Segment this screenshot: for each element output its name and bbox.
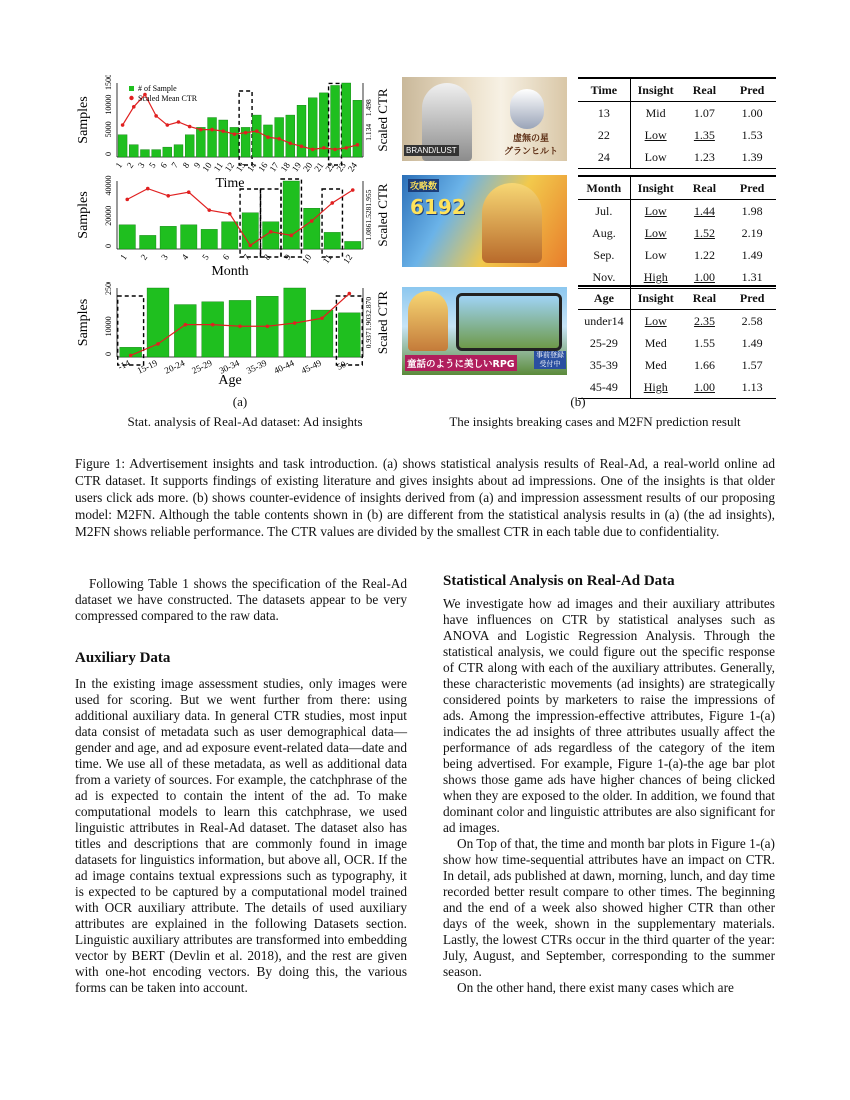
ctr-point	[121, 123, 125, 127]
table-time-cell: 13	[578, 102, 630, 125]
chart-age	[75, 282, 395, 387]
table-month-cell: Nov.	[578, 266, 630, 289]
ctr-point	[233, 132, 237, 136]
table-time-row	[578, 146, 776, 169]
auxiliary-data-heading: Auxiliary Data	[75, 650, 171, 666]
y-axis-label: Samples	[76, 298, 91, 347]
x-tick-label: 5	[200, 252, 211, 262]
bar	[140, 150, 149, 157]
ctr-point	[177, 120, 181, 124]
y2-tick-label: 0.937	[364, 331, 373, 349]
y2-tick-label: 2.870	[364, 296, 373, 314]
ctr-point	[333, 148, 337, 152]
y-tick-label: 20000	[104, 205, 113, 226]
y-tick-label: 0	[104, 244, 113, 248]
y-tick-label: 10000	[104, 316, 113, 337]
ad3-phone	[456, 293, 562, 351]
legend-label-bar: # of Sample	[138, 84, 177, 93]
x-tick-label: 15-19	[135, 357, 159, 376]
ctr-point	[277, 137, 281, 141]
table-age-cell: Low	[644, 313, 667, 328]
table-month	[578, 175, 776, 289]
legend-swatch-bar	[129, 86, 134, 91]
table-age-cell: 45-49	[578, 376, 630, 399]
ctr-point	[184, 323, 188, 327]
ctr-point	[238, 324, 242, 328]
table-month-cell: 1.00	[693, 269, 715, 284]
table-time	[578, 77, 776, 169]
x-tick-label: 8	[261, 252, 273, 262]
chart-time-svg	[75, 75, 395, 190]
ad3-character	[408, 291, 448, 351]
table-month-cell: 1.31	[741, 269, 763, 284]
x-tick-label: 22	[323, 160, 337, 174]
bar	[119, 225, 135, 249]
ad1-corner-text: BRAND/LUST	[406, 146, 457, 155]
legend-swatch-line	[129, 96, 133, 100]
chart-month	[75, 175, 395, 280]
ctr-point	[356, 143, 360, 147]
table-age-cell: 1.66	[693, 357, 715, 372]
x-axis-label: Age	[218, 373, 242, 387]
x-tick-label: 11	[211, 160, 225, 174]
panel-b-label: (b)	[570, 394, 586, 409]
bar	[222, 222, 238, 249]
ctr-point	[221, 129, 225, 133]
y2-axis-label: Scaled CTR	[375, 290, 390, 355]
bar	[160, 226, 176, 249]
ctr-point	[125, 198, 129, 202]
table-month-cell: Sep.	[578, 244, 630, 266]
x-tick-label: 23	[334, 160, 348, 174]
ctr-point	[269, 230, 273, 234]
ctr-point	[187, 190, 191, 194]
y-tick-label: 10000	[104, 94, 113, 115]
table-month-cell: High	[643, 269, 668, 284]
table-time-row	[578, 102, 776, 125]
x-axis-label: Time	[215, 176, 245, 190]
bar	[118, 135, 127, 157]
ctr-point	[154, 114, 158, 118]
legend-label-line: Scaled Mean CTR	[138, 94, 198, 103]
x-tick-label: 6	[220, 252, 232, 262]
ad2-number-text: 6192	[410, 195, 466, 219]
x-tick-label: 14	[245, 160, 259, 174]
ad2-character	[482, 183, 542, 263]
ctr-point	[228, 212, 232, 216]
chart-age-svg	[75, 282, 395, 387]
x-tick-label: 3	[135, 160, 147, 170]
table-age-header-2: Real	[692, 290, 717, 305]
ad3-catchphrase: 童話のように美しいRPG	[405, 355, 517, 371]
stat-paragraph-2: On Top of that, the time and month bar plots in Figure 1-(a) show how time-sequential attributes have an impact on CTR. In detail, ads published at dawn, morning, lunch, and day time recorded better result compare to other times. The beginning and the end of a week also showed higher CTR than other days of the week, shown in the supplementary materials. Lastly, the lowest CTRs occur in the third quarter of the year: July, August, and September, corresponding to the summer season.	[443, 836, 775, 979]
table-month-row	[578, 222, 776, 244]
bar	[140, 235, 156, 249]
table-time-cell: 24	[578, 146, 630, 169]
bar	[252, 115, 261, 157]
chart-time	[75, 75, 395, 190]
ctr-point	[132, 105, 136, 109]
x-tick-label: 20-24	[162, 357, 187, 376]
x-tick-label: 10	[300, 252, 314, 266]
table-month-header-3: Pred	[739, 180, 765, 195]
x-tick-label: 2	[124, 160, 136, 170]
x-tick-label: 30-34	[217, 357, 241, 376]
ctr-point	[351, 188, 355, 192]
x-tick-label: 4	[179, 252, 191, 262]
panel-a-caption: Stat. analysis of Real-Ad dataset: Ad insights	[127, 414, 363, 429]
table-month-row	[578, 200, 776, 223]
bar	[230, 127, 239, 157]
x-tick-label: 9	[191, 160, 203, 170]
ctr-point	[166, 194, 170, 198]
bar	[263, 125, 272, 157]
ctr-point	[207, 208, 211, 212]
ctr-point	[248, 244, 252, 248]
x-tick-label: 20	[300, 160, 315, 174]
table-age-cell: 2.58	[741, 313, 763, 328]
y-tick-label: 25000	[104, 282, 113, 295]
x-tick-label: 16	[256, 160, 270, 174]
ctr-point	[311, 148, 315, 152]
y-tick-label: 0	[104, 152, 113, 156]
table-month-cell: 2.19	[741, 225, 763, 240]
bar	[342, 83, 351, 157]
table-month-cell: Jul.	[578, 200, 630, 223]
ctr-point	[156, 342, 160, 346]
ctr-point	[289, 142, 293, 146]
x-tick-label: -14	[116, 357, 132, 372]
left-column	[75, 576, 407, 996]
y-axis-label: Samples	[76, 96, 91, 144]
ctr-point	[166, 123, 170, 127]
x-tick-label: 12	[341, 252, 355, 266]
table-time-cell: 1.00	[741, 105, 763, 120]
x-tick-label: 50-	[335, 357, 351, 372]
ad-image-1	[402, 77, 567, 161]
table-age-cell: 1.13	[741, 379, 763, 394]
x-tick-label: 25-29	[190, 357, 214, 376]
table-age-cell: 25-29	[578, 332, 630, 354]
table-age-header-1: Insight	[637, 290, 674, 305]
ctr-point	[330, 201, 334, 205]
y2-axis-label: Scaled CTR	[375, 183, 390, 247]
ctr-point	[266, 135, 270, 139]
right-column	[443, 573, 775, 996]
y2-tick-label: 1.903	[364, 314, 373, 331]
table-month-cell: Low	[644, 225, 667, 240]
bar	[338, 313, 360, 357]
bar	[152, 150, 161, 157]
x-tick-label: 10	[200, 160, 214, 174]
x-tick-label: 45-49	[299, 357, 323, 376]
bar	[196, 127, 205, 157]
x-tick-label: 19	[289, 160, 304, 174]
auxiliary-data-paragraph: In the existing image assessment studies, only images were used for scoring. But we went further from there: using additional auxiliary data. In general CTR studies, most input data consist of metadata such as user demographical data—gender and age, and ad exposure event-related data—date and time. We use all of these metadata, as well as additional data from a variety of sources. For example, the catchphrase of the ad is expected to contain the intent of the ad. To make computational models to learn this catchphrase, we used linguistic attributes in Real-Ad dataset. The dataset also has titles and descriptions that are commonly found in image datasets for linguistics information, but above all, OCR. If the ad image contains textual expressions such as typography, it is expected to be captured by a computational model trained with OCR auxiliary attribute. The details of used auxiliary attributes are explained in the following Datasets section. Linguistic auxiliary attributes are transformed into embedding vector by BERT (Devlin et al. 2018), and the rest are given with one-hot encoding vectors. By doing this, the various forms can be taken into account.	[75, 676, 407, 995]
table-month-cell: Aug.	[578, 222, 630, 244]
table-age-row	[578, 376, 776, 399]
table-age	[578, 285, 776, 399]
y-tick-label: 5000	[104, 121, 113, 138]
ctr-point	[344, 146, 348, 150]
table-time-row	[578, 124, 776, 146]
ctr-point	[266, 324, 270, 328]
y-tick-label: 40000	[104, 175, 113, 196]
table-time-cell: 1.39	[741, 149, 763, 164]
table-month-cell: 1.22	[693, 247, 715, 262]
bar	[283, 181, 299, 249]
table-month-header-0: Month	[578, 176, 630, 200]
ctr-point	[320, 316, 324, 320]
table-time-cell: Low	[644, 149, 667, 164]
table-age-cell: High	[643, 379, 668, 394]
ctr-point	[300, 145, 304, 149]
ctr-point	[146, 187, 150, 191]
x-tick-label: 8	[180, 160, 192, 170]
bar	[297, 105, 306, 157]
ad-image-3	[402, 287, 567, 375]
ctr-point	[199, 128, 203, 132]
table-age-row	[578, 332, 776, 354]
x-tick-label: 21	[312, 160, 326, 174]
stat-paragraph-3: On the other hand, there exist many cases which are	[457, 980, 734, 995]
x-tick-label: 17	[267, 160, 281, 174]
table-time-header-2: Real	[692, 82, 717, 97]
bar	[219, 120, 228, 157]
table-age-cell: 1.55	[693, 335, 715, 350]
x-tick-label: 9	[282, 252, 293, 262]
ctr-point	[188, 125, 192, 129]
y2-tick-label: 1.134	[364, 123, 373, 141]
y2-tick-label: 1.955	[364, 189, 373, 207]
y2-tick-label: 1.528	[364, 206, 373, 224]
panel-b-caption: The insights breaking cases and M2FN prediction result	[449, 414, 741, 429]
table-age-cell: 1.57	[741, 357, 763, 372]
table-month-cell: Low	[644, 247, 667, 262]
bar	[324, 232, 340, 249]
ctr-point	[211, 323, 215, 327]
y-axis-label: Samples	[76, 191, 91, 239]
table-time-cell: 1.23	[693, 149, 715, 164]
x-tick-label: 1	[118, 252, 129, 262]
bar	[202, 302, 224, 357]
x-tick-label: 18	[278, 160, 292, 174]
table-month-cell: 1.44	[693, 203, 715, 218]
x-tick-label: 5	[147, 160, 158, 170]
ctr-point	[255, 129, 259, 133]
x-tick-label: 7	[169, 160, 181, 170]
table-age-cell: 1.49	[741, 335, 763, 350]
table-age-header-3: Pred	[739, 290, 765, 305]
table-month-cell: 1.49	[741, 247, 763, 262]
table-time-cell: 1.07	[693, 105, 715, 120]
table-time-cell: 1.53	[741, 127, 763, 142]
ctr-point	[129, 354, 133, 358]
table-age-cell: under14	[578, 310, 630, 333]
table-age-row	[578, 310, 776, 333]
table-month-cell: 1.98	[741, 203, 763, 218]
figure-caption: Figure 1: Advertisement insights and task introduction. (a) shows statistical analysis results of Real-Ad, a real-world online ad CTR dataset. It supports findings of existing literature and gives insights about ad impressions. One of the insights is that older users click ads more. (b) shows counter-evidence of insights derived from (a) and impression assessment results of our proposing model: M2FN. Although the table contents shown in (b) are different from the statistical analysis results in (a) (the ad insights), M2FN shows reliable performance. The CTR values are divided by the smallest CTR in each table due to confidentiality.	[75, 456, 775, 539]
bar	[229, 300, 251, 357]
y-tick-label: 0	[104, 352, 113, 356]
table-time-cell: Mid	[645, 105, 666, 120]
x-tick-label: 3	[159, 252, 170, 262]
x-tick-label: 13	[233, 160, 248, 174]
bar	[208, 118, 217, 157]
table-time-header-3: Pred	[739, 82, 765, 97]
ad2-top-text: 攻略数	[408, 179, 439, 192]
ad1-title-text: 虚無の星 グランヒルト	[503, 134, 558, 157]
ad-image-2	[402, 175, 567, 267]
table-age-cell: 35-39	[578, 354, 630, 376]
table-month-header-1: Insight	[637, 180, 674, 195]
y2-axis-label: Scaled CTR	[375, 88, 390, 152]
x-tick-label: 2	[138, 252, 150, 262]
table-age-row	[578, 354, 776, 376]
table-month-row	[578, 244, 776, 266]
ad1-figure-right	[510, 89, 544, 129]
table-age-cell: 1.00	[693, 379, 715, 394]
table-age-cell: 2.35	[693, 313, 715, 328]
ctr-point	[348, 292, 352, 296]
ctr-point	[289, 234, 293, 238]
x-tick-label: 24	[345, 160, 360, 174]
bar	[353, 100, 362, 157]
bar	[242, 213, 258, 249]
table-age-cell: Med	[644, 357, 667, 372]
stat-paragraph-1: We investigate how ad images and their auxiliary attributes have influences on CTR by statistical analyses such as ANOVA and Logistic Regression Analysis. Through the statistical analysis, we could figure out the specific response of CTR along with each of the auxiliary attributes. Generally, these characteristic movements (ad insights) are strategically considered points by marketers to raise the impressions of ads. Among the impression-effective attributes, Figure 1-(a) indicates the ad insights of three attributes usually affect the performance of ads regardless of the category of the item being advertised. For example, Figure 1-(a)-the age bar plot shows those game ads have higher chances of being clicked when they are exposed to the older. In addition, we found that dominant color and linguistic attributes are also significant for ad images.	[443, 596, 775, 835]
table-month-cell: Low	[644, 203, 667, 218]
x-tick-label: 35-39	[244, 357, 269, 376]
table-age-header-0: Age	[578, 286, 630, 310]
y-tick-label: 15000	[104, 75, 113, 90]
left-intro-paragraph: Following Table 1 shows the specification of the Real-Ad dataset we have constructed. The datasets appear to be very compressed compared to the raw data.	[75, 576, 407, 623]
bar	[345, 241, 361, 249]
y2-tick-label: 1.086	[364, 223, 373, 241]
statistical-analysis-heading: Statistical Analysis on Real-Ad Data	[443, 573, 675, 589]
bar	[201, 229, 217, 249]
bar	[286, 115, 295, 157]
ctr-point	[293, 321, 297, 325]
x-tick-label: 12	[222, 160, 237, 174]
bar	[181, 225, 197, 249]
table-month-cell: 1.52	[693, 225, 715, 240]
ctr-point	[210, 128, 214, 132]
ctr-point	[322, 146, 326, 150]
bar	[163, 147, 172, 157]
x-tick-label: 40-44	[272, 357, 296, 376]
y2-tick-label: 1.498	[364, 99, 373, 117]
panel-a-label: (a)	[232, 394, 248, 409]
ctr-point	[244, 131, 248, 135]
ctr-point	[310, 219, 314, 223]
x-axis-label: Month	[211, 264, 249, 279]
table-age-cell: Med	[644, 335, 667, 350]
table-month-header-2: Real	[692, 180, 717, 195]
chart-month-svg	[75, 175, 395, 280]
x-tick-label: 7	[241, 252, 252, 262]
table-time-header-0: Time	[578, 78, 630, 102]
bar	[174, 145, 183, 157]
bar	[304, 208, 320, 249]
x-tick-label: 6	[158, 160, 169, 170]
bar	[174, 305, 196, 357]
bar	[129, 145, 138, 157]
bar	[185, 135, 194, 157]
ad3-badge: 事前登録受付中	[536, 351, 564, 368]
x-tick-label: 11	[320, 252, 334, 266]
table-time-header-1: Insight	[637, 82, 674, 97]
table-time-cell: 1.35	[693, 127, 715, 142]
bar	[331, 85, 340, 157]
table-time-cell: 22	[578, 124, 630, 146]
x-tick-label: 1	[113, 160, 125, 170]
table-time-cell: Low	[644, 127, 667, 142]
